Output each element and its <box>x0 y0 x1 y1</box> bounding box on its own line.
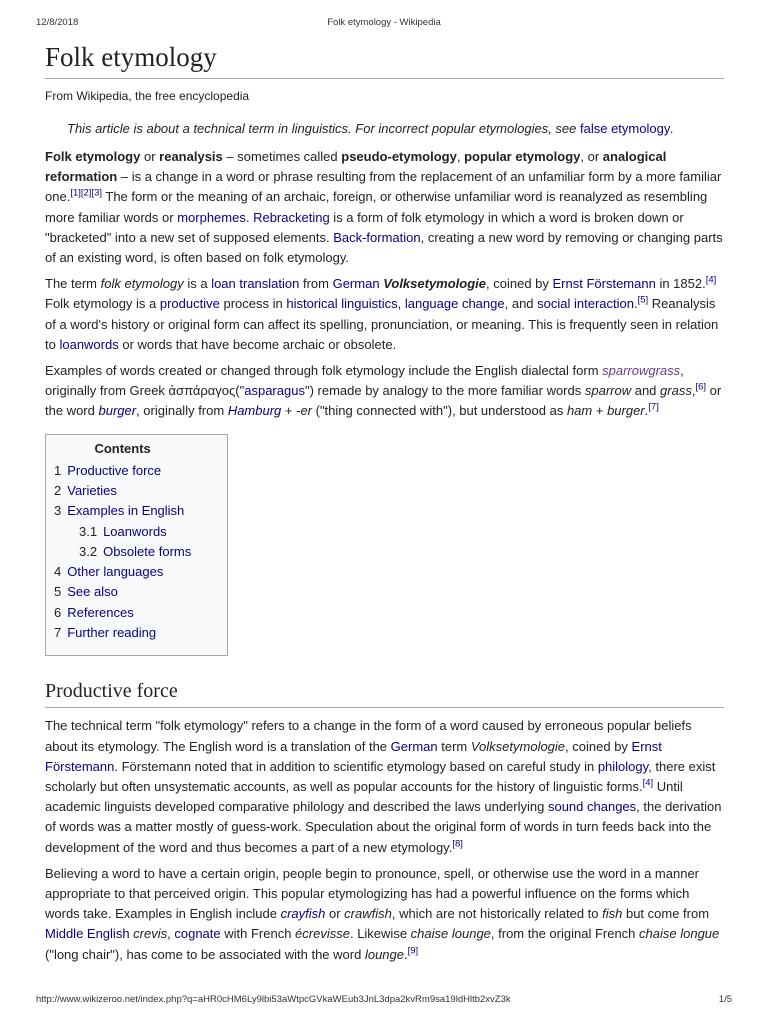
print-date: 12/8/2018 <box>36 17 79 28</box>
citation-5[interactable]: [5] <box>637 295 649 307</box>
hatnote: This article is about a technical term in linguistics. For incorrect popular etymologies, see false etymology. <box>67 121 674 136</box>
section-1-paragraph-1: The technical term "folk etymology" refers to a change in the form of a word caused by erroneous popular beliefs about its etymology. The English word is a translation of the German term Volksetymologie, coined by Ernst Förstemann. Förstemann noted that in addition to scientific etymology based on careful study in philology, there exist scholarly but often unsystematic accounts, as well as popular accounts for the history of linguistic forms.[4] Until academic linguists developed comparative philology and described the laws underlying sound changes, the derivation of words was a matter mostly of guess-work. Speculation about the original form of words in turn feeds back into the development of the word and thus becomes a part of a new etymology.[8] <box>45 718 722 855</box>
print-header <box>36 17 732 28</box>
citation-4b[interactable]: [4] <box>642 777 654 789</box>
crayfish-link[interactable]: crayfish <box>280 906 326 922</box>
philology-link[interactable]: philology <box>597 758 649 774</box>
asparagus-link[interactable]: asparagus <box>244 383 305 399</box>
rebracketing-link[interactable]: Rebracketing <box>253 209 330 225</box>
toc-item-references[interactable]: 6 References <box>54 604 134 620</box>
productive-link[interactable]: productive <box>159 296 220 312</box>
german-link[interactable]: German <box>332 276 380 292</box>
german-link-2[interactable]: German <box>390 738 438 754</box>
false-etymology-link[interactable]: false etymology <box>580 121 671 136</box>
citation-4[interactable]: [4] <box>705 274 717 286</box>
ernst-forstemann-link[interactable]: Ernst Förstemann <box>552 276 656 292</box>
middle-english-link[interactable]: Middle English <box>45 926 130 942</box>
intro-paragraph-1: Folk etymology or reanalysis – sometimes called pseudo-etymology, popular etymology, or analogical reformation – is a change in a word or phrase resulting from the replacement of an unfamiliar form by a more familiar one.[1][2][3] The form or the meaning of an archaic, foreign, or otherwise unfamiliar word is reanalyzed as resembling more familiar words or morphemes. Rebracketing is a form of folk etymology in which a word is broken down or "bracketed" into a new set of supposed elements. Back-formation, creating a new word by removing or changing parts of an existing word, is often based on folk etymology. <box>45 149 723 266</box>
toc-item-other-languages[interactable]: 4 Other languages <box>54 564 164 580</box>
toc-item-obsolete-forms[interactable]: 3.2 Obsolete forms <box>79 543 192 559</box>
hamburg-link[interactable]: Hamburg <box>227 403 282 419</box>
print-title: Folk etymology - Wikipedia <box>327 17 441 28</box>
print-footer <box>36 994 732 1005</box>
sound-changes-link[interactable]: sound changes <box>547 799 637 815</box>
toc-item-loanwords[interactable]: 3.1 Loanwords <box>79 523 167 539</box>
citation-8[interactable]: [8] <box>452 838 463 850</box>
toc-item-further-reading[interactable]: 7 Further reading <box>54 625 157 641</box>
loan-translation-link[interactable]: loan translation <box>211 276 300 292</box>
toc-item-examples-in-english[interactable]: 3 Examples in English <box>54 503 185 519</box>
intro-paragraph-3: Examples of words created or changed through folk etymology include the English dialectal form sparrowgrass, originally from Greek ἀσπάραγος("asparagus") remade by analogy to the more familiar words sparrow and grass,[6] or the word burger, originally from Hamburg + -er ("thing connected with"), but understood as ham + burger.[7] <box>45 363 722 419</box>
morphemes-link[interactable]: morphemes <box>177 209 246 225</box>
burger-link[interactable]: burger <box>98 403 137 419</box>
toc-item-varieties[interactable]: 2 Varieties <box>54 482 117 498</box>
toc-item-productive-force[interactable]: 1 Productive force <box>54 462 162 478</box>
intro-paragraph-2: The term folk etymology is a loan translation from German Volksetymologie, coined by Ernst Förstemann in 1852.[4] Folk etymology is a productive process in historical linguistics, language change, and social interaction.[5] Reanalysis of a word's history or original form can affect its spelling, pronunciation, or meaning. This is frequently seen in relation to loanwords or words that have become archaic or obsolete. <box>45 274 719 352</box>
cognate-link[interactable]: cognate <box>174 926 221 942</box>
social-interaction-link[interactable]: social interaction <box>537 296 634 312</box>
toc-item-see-also[interactable]: 5 See also <box>54 584 118 600</box>
ernst-forstemann-link-2[interactable]: Ernst Förstemann <box>45 738 662 774</box>
toc-title: Contents <box>94 440 151 456</box>
print-url: http://www.wikizeroo.net/index.php?q=aHR0cHM6Ly9lbi53aWtpcGVkaWEub3JnL3dpa2kvRm9sa19ldHltb2xvZ3k <box>36 994 511 1005</box>
language-change-link[interactable]: language change <box>404 296 505 312</box>
citation-9[interactable]: [9] <box>407 945 419 957</box>
print-page-number: 1/5 <box>718 994 732 1005</box>
citation-6[interactable]: [6] <box>695 381 707 393</box>
historical-linguistics-link[interactable]: historical linguistics <box>286 296 398 312</box>
site-subtitle: From Wikipedia, the free encyclopedia <box>45 89 250 103</box>
article-content <box>45 40 724 971</box>
back-formation-link[interactable]: Back-formation <box>333 229 421 245</box>
section-1-paragraph-2: Believing a word to have a certain origin, people begin to pronounce, spell, or otherwise use the word in a manner appropriate to that perceived origin. This popular etymologizing has had a powerful influence on the forms which words take. Examples in English include crayfish or crawfish, which are not historically related to fish but come from Middle English crevis, cognate with French écrevisse. Likewise chaise lounge, from the original French chaise longue ("long chair"), has come to be associated with the word lounge.[9] <box>45 865 720 962</box>
page-title: Folk etymology <box>45 40 724 79</box>
sparrowgrass-link[interactable]: sparrowgrass <box>602 363 681 379</box>
table-of-contents <box>45 434 228 657</box>
loanwords-link[interactable]: loanwords <box>59 336 119 352</box>
citation-7[interactable]: [7] <box>648 402 659 414</box>
citation-1-3[interactable]: [1][2][3] <box>70 188 102 200</box>
section-heading-productive-force: Productive force <box>45 678 724 708</box>
